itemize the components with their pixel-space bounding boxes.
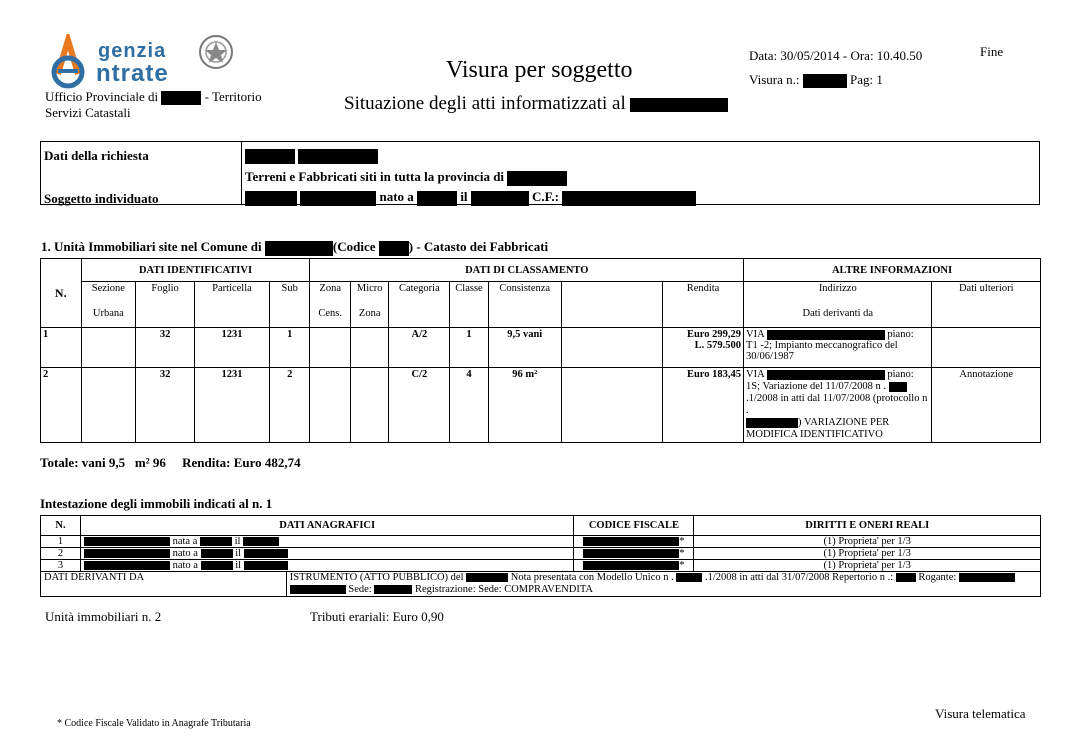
request-box (40, 141, 1040, 205)
table-row-derivanti (41, 572, 1041, 597)
page-subtitle (344, 93, 728, 115)
section1-title (41, 239, 548, 256)
date-line: Data: 30/05/2014 - Ora: 10.40.50 (749, 48, 923, 63)
redacted-block (889, 382, 907, 392)
redacted-block (417, 191, 457, 206)
cell-cf: * (574, 560, 694, 572)
cell-foglio: 32 (136, 368, 195, 443)
cell-diritti: (1) Proprieta' per 1/3 (694, 560, 1041, 572)
redacted-block (124, 561, 170, 570)
cell-sezione (81, 328, 136, 368)
redacted-block (300, 191, 376, 206)
col-consistenza: Consistenza (488, 282, 561, 328)
redacted-block (265, 241, 333, 256)
terreni-text: Terreni e Fabbricati siti in tutta la provincia di (245, 169, 505, 184)
subtitle-text: Situazione degli atti informatizzati al (344, 93, 626, 114)
cell-anagrafici: nata a il (80, 536, 573, 548)
cell-zona (310, 368, 351, 443)
redacted-block (124, 537, 170, 546)
cell-anagrafici: nato a il (80, 560, 573, 572)
redacted-block (298, 149, 378, 164)
cell-ulteriori: Annotazione (932, 368, 1041, 443)
cell-indirizzo: VIA piano: T1 -2; Impianto meccanografico del 30/06/1987 (744, 328, 932, 368)
cell-foglio: 32 (136, 328, 195, 368)
col-particella: Particella (194, 282, 269, 328)
cell-cf: * (574, 536, 694, 548)
table-row (41, 548, 1041, 560)
table-row (41, 536, 1041, 548)
pag-label: Pag: 1 (850, 72, 883, 87)
request-name (245, 147, 378, 164)
cell-diritti: (1) Proprieta' per 1/3 (694, 536, 1041, 548)
col-anagrafici: DATI ANAGRAFICI (80, 516, 573, 536)
col-dati-identificativi: DATI IDENTIFICATIVI (81, 259, 310, 282)
section1-title-prefix: 1. Unità Immobiliari site nel Comune di (41, 239, 262, 254)
col-zona: Zona Cens. (310, 282, 351, 328)
redacted-block (201, 561, 233, 570)
cell-ulteriori (932, 328, 1041, 368)
office-line1: Ufficio Provinciale di (45, 89, 159, 104)
col-classe: Classe (450, 282, 489, 328)
label-soggetto: Soggetto individuato (44, 191, 159, 206)
redacted-block (562, 191, 696, 206)
office-line1-suffix: - Territorio (204, 89, 262, 104)
redacted-block (803, 74, 847, 88)
cell-empty (561, 328, 662, 368)
redacted-block (244, 549, 288, 558)
redacted-block (676, 573, 702, 582)
cell-particella: 1231 (194, 368, 269, 443)
cell-cf: * (574, 548, 694, 560)
header-meta (749, 44, 922, 92)
cell-sub: 2 (269, 368, 310, 443)
col-rendita: Rendita (663, 282, 744, 328)
il-text: il (460, 189, 468, 204)
label-dati-richiesta: Dati della richiesta (44, 148, 149, 163)
col-dati-classamento: DATI DI CLASSAMENTO (310, 259, 744, 282)
logo-line1: genzia (98, 40, 167, 62)
cell-rendita: Euro 183,45 (663, 368, 744, 443)
table-row (41, 328, 1041, 368)
redacted-block (471, 191, 529, 206)
cell-consistenza: 96 m² (488, 368, 561, 443)
redacted-block (896, 573, 916, 582)
cell-categoria: A/2 (389, 328, 450, 368)
logo-line2: ntrate (96, 60, 169, 87)
cell-classe: 4 (450, 368, 489, 443)
redacted-block (124, 549, 170, 558)
cell-micro (350, 368, 389, 443)
col-sezione: Sezione Urbana (81, 282, 136, 328)
totale-summary: Totale: vani 9,5 m² 96 Rendita: Euro 482,74 (40, 455, 301, 470)
redacted-block (245, 149, 295, 164)
cell-classe: 1 (450, 328, 489, 368)
col-cf: CODICE FISCALE (574, 516, 694, 536)
col-n: N. (41, 516, 81, 536)
page-title: Visura per soggetto (446, 57, 633, 83)
col-indirizzo: Indirizzo Dati derivanti da (744, 282, 932, 328)
redacted-block (84, 537, 124, 546)
table-row (41, 560, 1041, 572)
cell-micro (350, 328, 389, 368)
redacted-block (746, 418, 798, 428)
table-row (41, 368, 1041, 443)
redacted-block (243, 537, 279, 546)
page-type: Fine (980, 44, 1004, 59)
redacted-block (290, 585, 346, 594)
footnote: * Codice Fiscale Validato in Anagrafe Tributaria (57, 718, 251, 729)
cf-text: C.F.: (532, 189, 560, 204)
redacted-block (201, 549, 233, 558)
cell-rendita: Euro 299,29 L. 579.500 (663, 328, 744, 368)
office-info (45, 89, 262, 121)
cell-derivanti-value: ISTRUMENTO (ATTO PUBBLICO) del Nota presentata con Modello Unico n . .1/2008 in atti dal 31/07/2008 Repertorio n .: Rogante: Sede: Registrazione: Sede: COMPRAVENDITA (286, 572, 1040, 597)
cell-consistenza: 9,5 vani (488, 328, 561, 368)
redacted-block (84, 549, 124, 558)
col-empty (561, 282, 662, 328)
logo-text (98, 40, 169, 86)
redacted-block (959, 573, 1015, 582)
col-diritti: DIRITTI E ONERI REALI (694, 516, 1041, 536)
section1-codice: (Codice (332, 239, 376, 254)
cell-n: 2 (41, 548, 81, 560)
visura-telematica: Visura telematica (935, 706, 1026, 721)
section1-suffix: ) - Catasto dei Fabbricati (408, 239, 549, 254)
cell-indirizzo: VIA piano: 1S; Variazione del 11/07/2008 n . .1/2008 in atti dal 11/07/2008 (protocollo n . ) VARIAZIONE PER MODIFICA IDENTIFICATIVO (744, 368, 932, 443)
redacted-block (84, 561, 124, 570)
cell-categoria: C/2 (389, 368, 450, 443)
redacted-block (466, 573, 508, 582)
col-foglio: Foglio (136, 282, 195, 328)
cell-n: 3 (41, 560, 81, 572)
redacted-block (507, 171, 567, 186)
redacted-block (374, 585, 412, 594)
redacted-block (767, 330, 885, 340)
col-altre-info: ALTRE INFORMAZIONI (744, 259, 1041, 282)
redacted-block (200, 537, 232, 546)
col-categoria: Categoria (389, 282, 450, 328)
redacted-block (630, 98, 728, 112)
unita-immobiliari-table (40, 258, 1041, 443)
cell-anagrafici: nato a il (80, 548, 573, 560)
cell-derivanti-label: DATI DERIVANTI DA (41, 572, 287, 597)
unita-count: Unità immobiliari n. 2 (45, 609, 162, 624)
cell-diritti: (1) Proprieta' per 1/3 (694, 548, 1041, 560)
cell-n: 1 (41, 328, 82, 368)
tributi-erariali: Tributi erariali: Euro 0,90 (310, 609, 444, 624)
cell-particella: 1231 (194, 328, 269, 368)
redacted-block (583, 561, 679, 570)
redacted-block (583, 549, 679, 558)
office-line2: Servizi Catastali (45, 105, 131, 121)
cell-zona (310, 328, 351, 368)
intestazione-title: Intestazione degli immobili indicati al n. 1 (40, 496, 273, 511)
col-micro: Micro Zona (350, 282, 389, 328)
cell-empty (561, 368, 662, 443)
col-sub: Sub (269, 282, 310, 328)
redacted-block (245, 191, 297, 206)
redacted-block (244, 561, 288, 570)
nato-a-text: nato a (379, 189, 414, 204)
visura-label: Visura n.: (749, 72, 800, 87)
redacted-block (767, 370, 885, 380)
redacted-block (161, 91, 201, 105)
request-soggetto (245, 189, 696, 206)
request-terreni (245, 169, 567, 186)
col-n: N. (41, 259, 82, 328)
cell-sezione (81, 368, 136, 443)
redacted-block (583, 537, 679, 546)
intestazione-table (40, 515, 1041, 597)
cell-sub: 1 (269, 328, 310, 368)
cell-n: 1 (41, 536, 81, 548)
redacted-block (379, 241, 409, 256)
cell-n: 2 (41, 368, 82, 443)
col-dati-ulteriori: Dati ulteriori (932, 282, 1041, 328)
request-divider (241, 142, 242, 204)
